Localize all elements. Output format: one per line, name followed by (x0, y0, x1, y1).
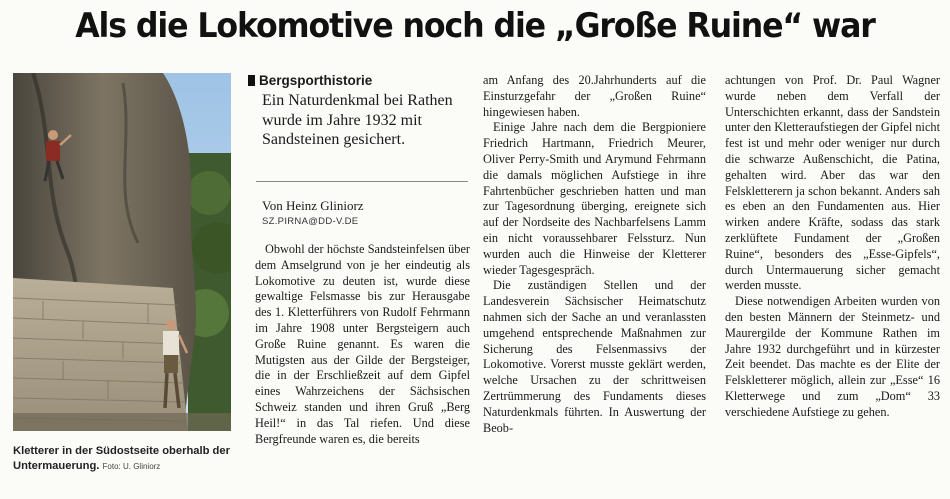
rubric-label: Bergsporthistorie (259, 73, 373, 88)
deck: Ein Naturdenkmal bei Rathen wurde im Jahre 1932 mit Sandsteinen gesichert. (262, 92, 453, 148)
caption-text: Kletterer in der Südostseite oberhalb der Untermauerung. (13, 445, 230, 472)
article-column-3 (725, 73, 940, 421)
article-column-2 (483, 73, 706, 436)
photo-caption (13, 444, 243, 474)
paragraph: Obwohl der höchste Sandsteinfelsen über dem Amselgrund von je her eindeutig als Lokomotive zu deuten ist, wurde diese gewaltige Felsmasse bis zur Herausgabe des 1. Kletterführers von Rudolf Fehrmann im Jahre 1908 unter Bergsteigern auch Große Ruine genannt. Es waren die Mutigsten aus der Gilde der Bergsteiger, die in der Erschließzeit auf dem Gipfel eines Wahrzeichens der Sächsischen Schweiz standen und ihren Gruß „Berg Heil!“ in das Tal riefen. Und diese Bergfreunde waren es, die bereits (255, 242, 470, 446)
article-column-1 (255, 242, 470, 447)
climbers-photo (13, 73, 231, 431)
paragraph: achtungen von Prof. Dr. Paul Wagner wurde neben dem Verfall der Unterschichten erkannt, dass der Sandstein unter den Kletteraufstiegen der Gipfel nicht fest ist und mehr oder weniger nur durch die schwarze Außenschicht, die Patina, gehalten wird. Aber das war den Felskletterern ja schon bekannt. Anders sah es eben an den Fundamenten aus. Hier wirken andere Kräfte, sodass das stark zerklüftete Fundament der „Großen Ruine“, besonders des „Esse-Gipfels“, durch Untermauerung sicher gemacht werden musste. (725, 73, 940, 293)
byline-author: Von Heinz Gliniorz (262, 198, 364, 213)
photo-credit: Foto: U. Gliniorz (102, 461, 161, 471)
paragraph: Einige Jahre nach dem die Bergpioniere Friedrich Hartmann, Friedrich Meurer, Oliver Perry-Smith und Arymund Fehrmann die damals möglichen Aufstiege in ihre Fahrtenbücher geschrieben hatten und man zur Tagesordnung überging, ereignete sich auf der Nordseite des Nachbarfelsens Lamm ein nicht voraussehbarer Felssturz. Nun wurden auch die Hinweise der Kletterer wieder Tagesgespräch. (483, 120, 706, 277)
paragraph: am Anfang des 20.Jahrhunderts auf die Einsturzgefahr der „Großen Ruine“ hingewiesen haben. (483, 73, 706, 119)
paragraph: Die zuständigen Stellen und der Landesverein Sächsischer Heimatschutz nahmen sich der Sache an und veranlassten umgehend entsprechende Maßnahmen zur Sicherung des Felsenmassivs der Lokomotive. Vorerst musste geklärt werden, welche Ursachen zu der schrittweisen Zertrümmerung des Fundaments dieses Naturdenkmals führten. In Auswertung der Beob- (483, 278, 706, 435)
divider (256, 181, 468, 182)
headline: Als die Lokomotive noch die „Große Ruine“ war (75, 6, 875, 46)
rubric-marker (248, 75, 255, 86)
paragraph: Diese notwendigen Arbeiten wurden von den besten Männern der Steinmetz- und Maurergilde der Kommune Rathen im Jahre 1932 durchgeführt und in kürzester Zeit beendet. Das machte es der Elite der Felskletterer möglich, allein zur „Esse“ 16 Kletterwege und zum „Dom“ 33 verschiedene Aufstiege zu gehen. (725, 294, 940, 419)
rubric (248, 73, 372, 88)
byline-email: SZ.PIRNA@DD-V.DE (262, 216, 359, 227)
